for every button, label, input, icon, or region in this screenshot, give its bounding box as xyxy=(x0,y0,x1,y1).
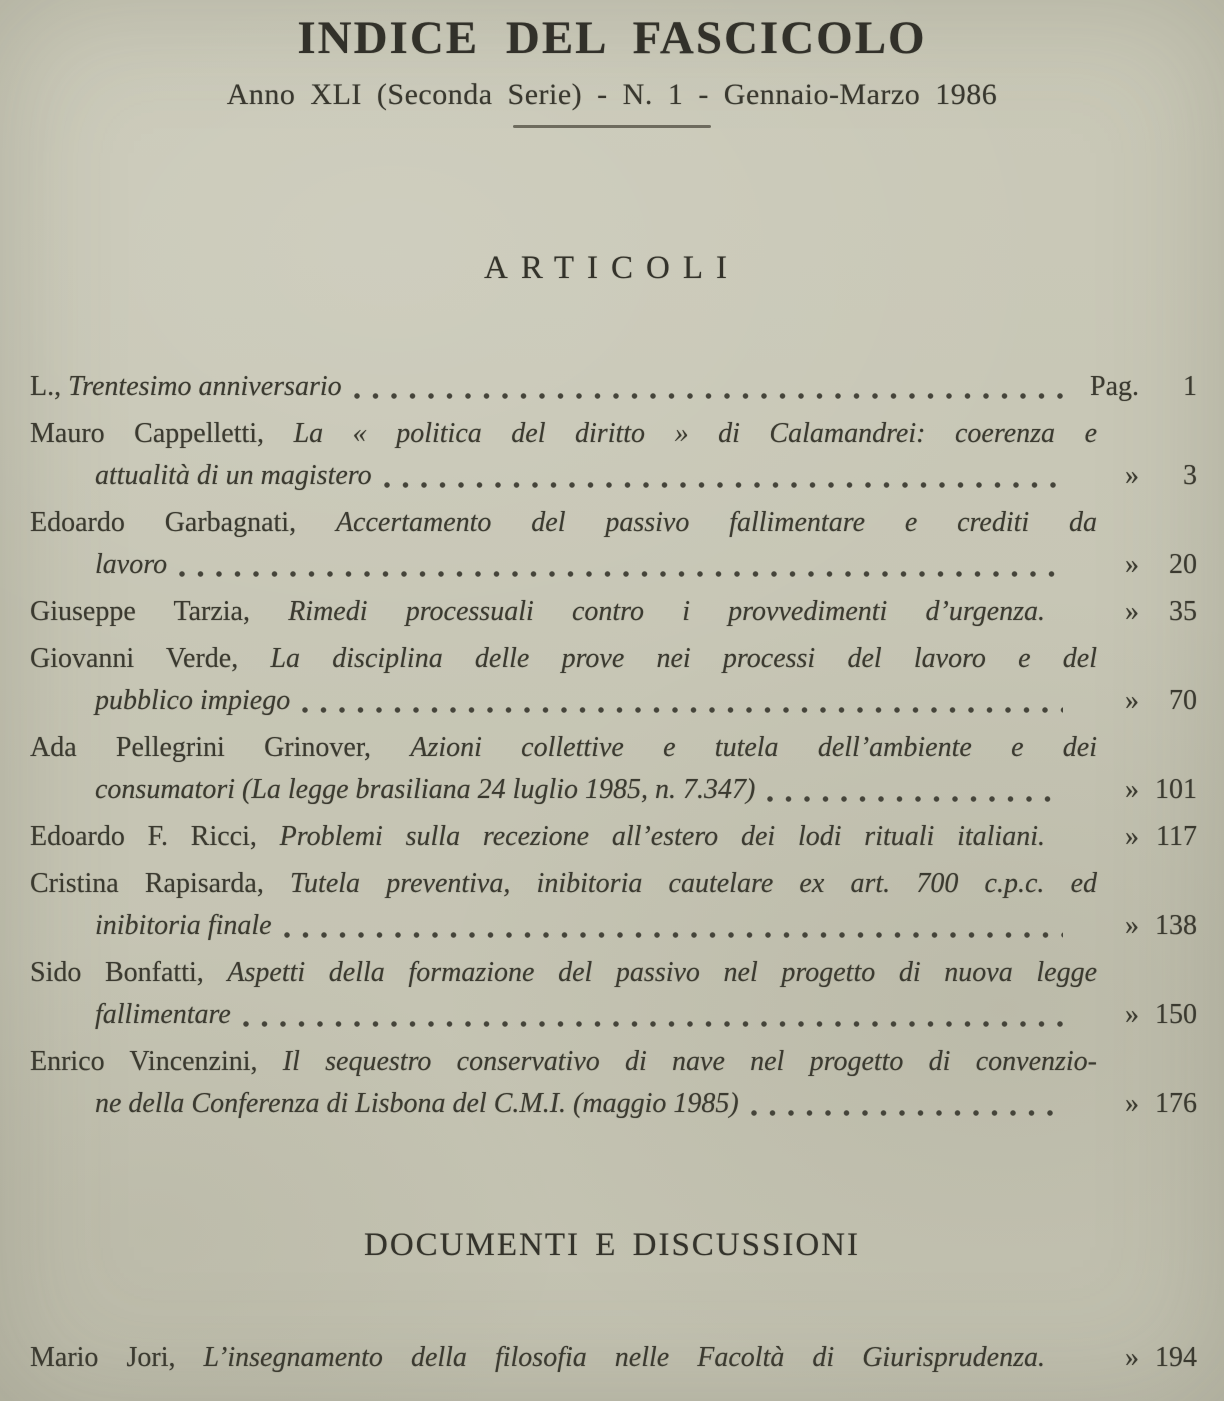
toc-entry xyxy=(30,366,1197,408)
dot-leader xyxy=(767,790,1063,802)
toc-entry xyxy=(30,727,1197,811)
entry-line xyxy=(30,994,1197,1036)
entry-text xyxy=(30,1337,1073,1379)
toc-entry xyxy=(30,816,1197,858)
toc-entry xyxy=(30,638,1197,722)
toc-entry xyxy=(30,502,1197,586)
entry-title-continuation: consumatori (La legge brasiliana 24 luglio 1985, n. 7.347) xyxy=(95,774,756,805)
toc-entry xyxy=(30,591,1197,633)
page-number: 138 xyxy=(1155,910,1197,941)
entry-title-continuation: ne della Conferenza di Lisbona del C.M.I. (maggio 1985) xyxy=(95,1088,739,1119)
page-number: 70 xyxy=(1169,685,1197,716)
entry-line xyxy=(30,638,1197,680)
entry-title-continuation: attualità di un magistero xyxy=(95,460,372,491)
dot-leader xyxy=(284,926,1063,938)
entry-line xyxy=(30,1041,1197,1083)
page-number: 3 xyxy=(1183,460,1197,491)
entry-title: Rimedi processuali contro i provvedimenti d’urgenza. xyxy=(288,596,1046,627)
page-title: INDICE DEL FASCICOLO xyxy=(297,12,927,64)
page-label: » xyxy=(1125,821,1139,852)
page-number: 101 xyxy=(1155,774,1197,805)
entry-line xyxy=(30,1083,1197,1125)
page-number: 1 xyxy=(1183,371,1197,402)
page-number: 117 xyxy=(1156,821,1197,852)
entry-title: La « politica del diritto » di Calamandrei: coerenza e xyxy=(293,418,1097,449)
dot-leader xyxy=(179,565,1063,577)
page-number: 194 xyxy=(1155,1342,1197,1373)
entry-line xyxy=(30,366,1197,408)
entry-text xyxy=(30,591,1073,633)
entry-author: Sido Bonfatti, xyxy=(30,957,204,988)
entry-line xyxy=(30,905,1197,947)
entry-author: Ada Pellegrini Grinover, xyxy=(30,732,372,763)
entry-line xyxy=(30,502,1197,544)
entry-author: Edoardo F. Ricci, xyxy=(30,821,257,852)
page-label: » xyxy=(1125,596,1139,627)
page-label: » xyxy=(1125,910,1139,941)
entry-title: Il sequestro conservativo di nave nel progetto di convenzio- xyxy=(282,1046,1097,1077)
entry-line xyxy=(30,544,1197,586)
entry-line xyxy=(30,413,1197,455)
entry-line xyxy=(30,1337,1197,1379)
entry-title: Tutela preventiva, inibitoria cautelare ex art. 700 c.p.c. ed xyxy=(290,868,1098,899)
entry-title: Problemi sulla recezione all’estero dei lodi rituali italiani. xyxy=(279,821,1045,852)
entry-line xyxy=(30,863,1197,905)
title-rule xyxy=(513,125,711,128)
entry-line xyxy=(30,769,1197,811)
dot-leader xyxy=(243,1015,1063,1027)
entry-author: Edoardo Garbagnati, xyxy=(30,507,297,538)
page-header xyxy=(0,0,1224,128)
page-label: » xyxy=(1125,685,1139,716)
section-heading-documenti: DOCUMENTI E DISCUSSIONI xyxy=(363,1227,860,1263)
entry-title-continuation: fallimentare xyxy=(95,999,231,1030)
toc-entry xyxy=(30,413,1197,497)
entry-line xyxy=(30,455,1197,497)
entry-line xyxy=(30,816,1197,858)
page-label: Pag. xyxy=(1090,371,1139,402)
entry-line xyxy=(30,680,1197,722)
entry-author: Mauro Cappelletti, xyxy=(30,418,265,449)
entry-author: Giovanni Verde, xyxy=(30,643,239,674)
entry-author: Cristina Rapisarda, xyxy=(30,868,264,899)
entry-title-continuation: pubblico impiego xyxy=(95,685,291,716)
entry-title: L’insegnamento della filosofia nelle Facoltà di Giurisprudenza. xyxy=(203,1342,1045,1373)
entry-author: Giuseppe Tarzia, xyxy=(30,596,250,627)
entry-author: L., xyxy=(30,371,62,402)
page-number: 150 xyxy=(1155,999,1197,1030)
page-label: » xyxy=(1125,1342,1139,1373)
dot-leader xyxy=(384,476,1063,488)
toc-entry xyxy=(30,952,1197,1036)
dot-leader xyxy=(751,1104,1063,1116)
entry-text xyxy=(30,816,1073,858)
entry-text xyxy=(30,366,342,408)
page-number: 35 xyxy=(1169,596,1197,627)
page-label: » xyxy=(1125,1088,1139,1119)
issue-subtitle: Anno XLI (Seconda Serie) - N. 1 - Gennaio-Marzo 1986 xyxy=(226,78,998,111)
page-number: 20 xyxy=(1169,549,1197,580)
page-label: » xyxy=(1125,460,1139,491)
entry-title: Trentesimo anniversario xyxy=(68,371,342,402)
dot-leader xyxy=(302,701,1063,713)
page-label: » xyxy=(1125,999,1139,1030)
section-heading-articoli: ARTICOLI xyxy=(484,250,740,286)
entry-title: La disciplina delle prove nei processi del lavoro e del xyxy=(270,643,1098,674)
page-label: » xyxy=(1125,549,1139,580)
entry-title: Accertamento del passivo fallimentare e crediti da xyxy=(335,507,1097,538)
entry-title-continuation: inibitoria finale xyxy=(95,910,272,941)
entry-author: Enrico Vincenzini, xyxy=(30,1046,258,1077)
entry-title: Aspetti della formazione del passivo nel progetto di nuova legge xyxy=(227,957,1097,988)
page-label: » xyxy=(1125,774,1139,805)
entry-title-continuation: lavoro xyxy=(95,549,168,580)
toc-list xyxy=(30,366,1197,1125)
entry-title: Azioni collettive e tutela dell’ambiente e dei xyxy=(410,732,1097,763)
entry-author: Mario Jori, xyxy=(30,1342,176,1373)
toc-entry xyxy=(30,1337,1197,1379)
entry-line xyxy=(30,952,1197,994)
page-number: 176 xyxy=(1155,1088,1197,1119)
toc-entry xyxy=(30,1041,1197,1125)
dot-leader xyxy=(354,387,1063,399)
entry-line xyxy=(30,591,1197,633)
toc-entry xyxy=(30,863,1197,947)
entry-line xyxy=(30,727,1197,769)
